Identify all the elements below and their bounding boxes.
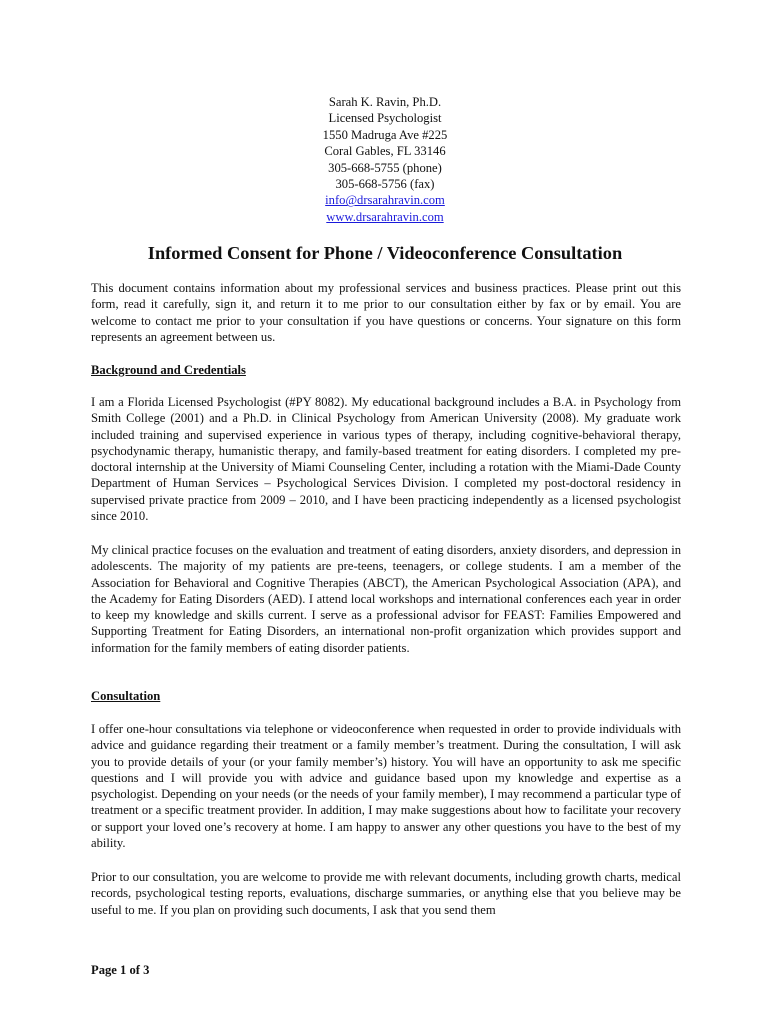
section-heading-background [91,362,681,378]
paragraph: Prior to our consultation, you are welcome to provide me with relevant documents, including growth charts, medical records, psychological testing reports, evaluations, discharge summaries, or anything else that you believe may be useful to me. If you plan on providing such documents, I ask that you send them [91,870,681,917]
email-link[interactable]: info@drsarahravin.com [325,193,445,208]
phone-number: 305-668-5755 (phone) [328,160,442,175]
background-paragraph-1-block [91,394,681,524]
address-line-1: 1550 Madruga Ave #225 [322,127,448,142]
document-title: Informed Consent for Phone / Videoconference Consultation [147,243,623,263]
paragraph: I offer one-hour consultations via telephone or videoconference when requested in order to provide individuals with advice and guidance regarding their treatment or a family member’s treatment. During the consultation, I will ask you to provide details of your (or your family member’s) history. You will have an opportunity to ask me specific questions and I will provide you with advice and guidance based upon my knowledge and expertise as a psychologist. Depending on your needs (or the needs of your family member), I may recommend a particular type of treatment or a specific treatment provider. In addition, I may make suggestions about how to facilitate your recovery or support your loved one’s recovery at home. I am happy to answer any other questions you have to the best of my ability. [91,722,681,851]
website-link[interactable]: www.drsarahravin.com [326,209,444,224]
address-line-2: Coral Gables, FL 33146 [324,144,446,159]
section-heading-consultation [91,688,681,704]
author-name: Sarah K. Ravin, Ph.D. [328,95,442,109]
background-paragraph-2-block [91,542,681,656]
fax-number: 305-668-5756 (fax) [335,177,435,192]
intro-paragraph: This document contains information about my professional services and business practices. Please print out this form, read it carefully, sign it, and return it to me prior to our consultation either by fax or by email. You are welcome to contact me prior to your consultation if you have questions or concerns. Your signature on this form represents an agreement between us. [91,281,681,344]
author-profession: Licensed Psychologist [328,111,442,126]
intro-block [91,280,681,345]
letterhead [0,94,770,225]
section-heading: Consultation [91,689,161,703]
section-heading: Background and Credentials [91,363,246,377]
consultation-paragraph-1-block [91,721,681,851]
consultation-paragraph-2-block [91,869,681,918]
page-number: Page 1 of 3 [91,963,150,977]
paragraph: I am a Florida Licensed Psychologist (#PY 8082). My educational background includes a B.A. in Psychology from Smith College (2001) and a Ph.D. in Clinical Psychology from American University (2008). My graduate work included training and supervised experience in various types of therapy, including cognitive-behavioral therapy, psychodynamic therapy, humanistic therapy, and family-based treatment for eating disorders. I completed my pre-doctoral internship at the University of Miami Counseling Center, including a rotation with the Miami-Dade County Department of Human Services – Psychological Services Division. I completed my post-doctoral residency in supervised private practice from 2009 – 2010, and I have been practicing independently as a licensed psychologist since 2010. [91,395,681,524]
paragraph: My clinical practice focuses on the evaluation and treatment of eating disorders, anxiety disorders, and depression in adolescents. The majority of my patients are pre-teens, teenagers, or college students. I am a member of the Association for Behavioral and Cognitive Therapies (ABCT), the American Psychological Association (APA), and the Academy for Eating Disorders (AED). I attend local workshops and international conferences each year in order to keep my knowledge and skills current. I serve as a professional advisor for FEAST: Families Empowered and Supporting Treatment for Eating Disorders, an international non-profit organization which provides support and information for the family members of eating disorder patients. [91,543,681,655]
